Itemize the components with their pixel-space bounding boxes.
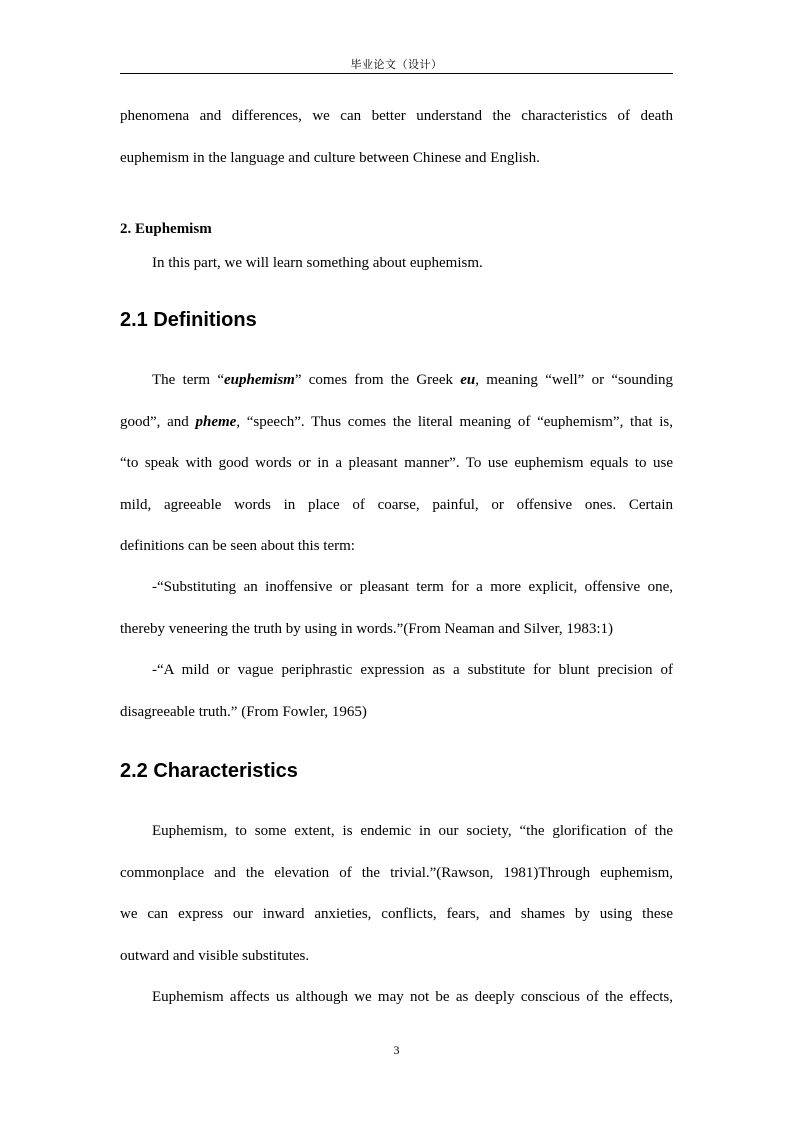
term-pheme: pheme: [195, 413, 237, 430]
section-intro-paragraph: [120, 243, 673, 285]
text-run: The term “: [152, 372, 224, 388]
text-run: , meaning “well” or “sounding: [475, 372, 674, 388]
term-eu: eu: [460, 372, 476, 388]
text-run: , “speech”. Thus comes the literal meaning of “euphemism”, that is,: [236, 413, 673, 430]
text-line: [120, 360, 673, 402]
text-line: In this part, we will learn something about euphemism.: [152, 255, 483, 271]
quote-neaman-silver: [120, 567, 673, 650]
text-line: we can express our inward anxieties, conflicts, fears, and shames by using these: [120, 906, 673, 922]
section-heading-euphemism: 2. Euphemism: [120, 221, 212, 237]
text-line: phenomena and differences, we can better understand the characteristics of death: [120, 108, 673, 124]
characteristics-paragraph: [120, 811, 673, 977]
running-header: 毕业论文（设计）: [350, 58, 443, 71]
text-line: euphemism in the language and culture between Chinese and English.: [120, 149, 540, 166]
text-line: mild, agreeable words in place of coarse, painful, or offensive ones. Certain: [120, 496, 673, 513]
section-heading-definitions: 2.1 Definitions: [120, 309, 257, 331]
quote-fowler: [120, 650, 673, 733]
text-run: good”, and: [120, 413, 196, 430]
definitions-paragraph: [120, 360, 673, 568]
text-line: [120, 402, 673, 444]
text-run: ” comes from the Greek: [294, 372, 461, 388]
text-line: commonplace and the elevation of the trivial.”(Rawson, 1981)Through euphemism,: [120, 864, 673, 881]
term-euphemism: euphemism: [224, 372, 295, 388]
text-line: Euphemism, to some extent, is endemic in our society, “the glorification of the: [152, 823, 673, 839]
text-line: Euphemism affects us although we may not be as deeply conscious of the effects,: [152, 989, 673, 1005]
text-line: “to speak with good words or in a pleasant manner”. To use euphemism equals to use: [120, 455, 673, 471]
header-divider: [120, 73, 673, 74]
text-line: disagreeable truth.” (From Fowler, 1965): [120, 703, 367, 720]
text-line: outward and visible substitutes.: [120, 947, 310, 964]
page-number: 3: [393, 1043, 400, 1057]
text-line: definitions can be seen about this term:: [120, 538, 355, 554]
intro-paragraph: [120, 96, 673, 179]
characteristics-paragraph-2: [120, 977, 673, 1019]
text-line: -“A mild or vague periphrastic expression as a substitute for blunt precision of: [152, 662, 673, 678]
section-heading-characteristics: 2.2 Characteristics: [120, 760, 298, 782]
text-line: -“Substituting an inoffensive or pleasant term for a more explicit, offensive one,: [152, 579, 673, 595]
text-line: thereby veneering the truth by using in words.”(From Neaman and Silver, 1983:1): [120, 620, 614, 637]
